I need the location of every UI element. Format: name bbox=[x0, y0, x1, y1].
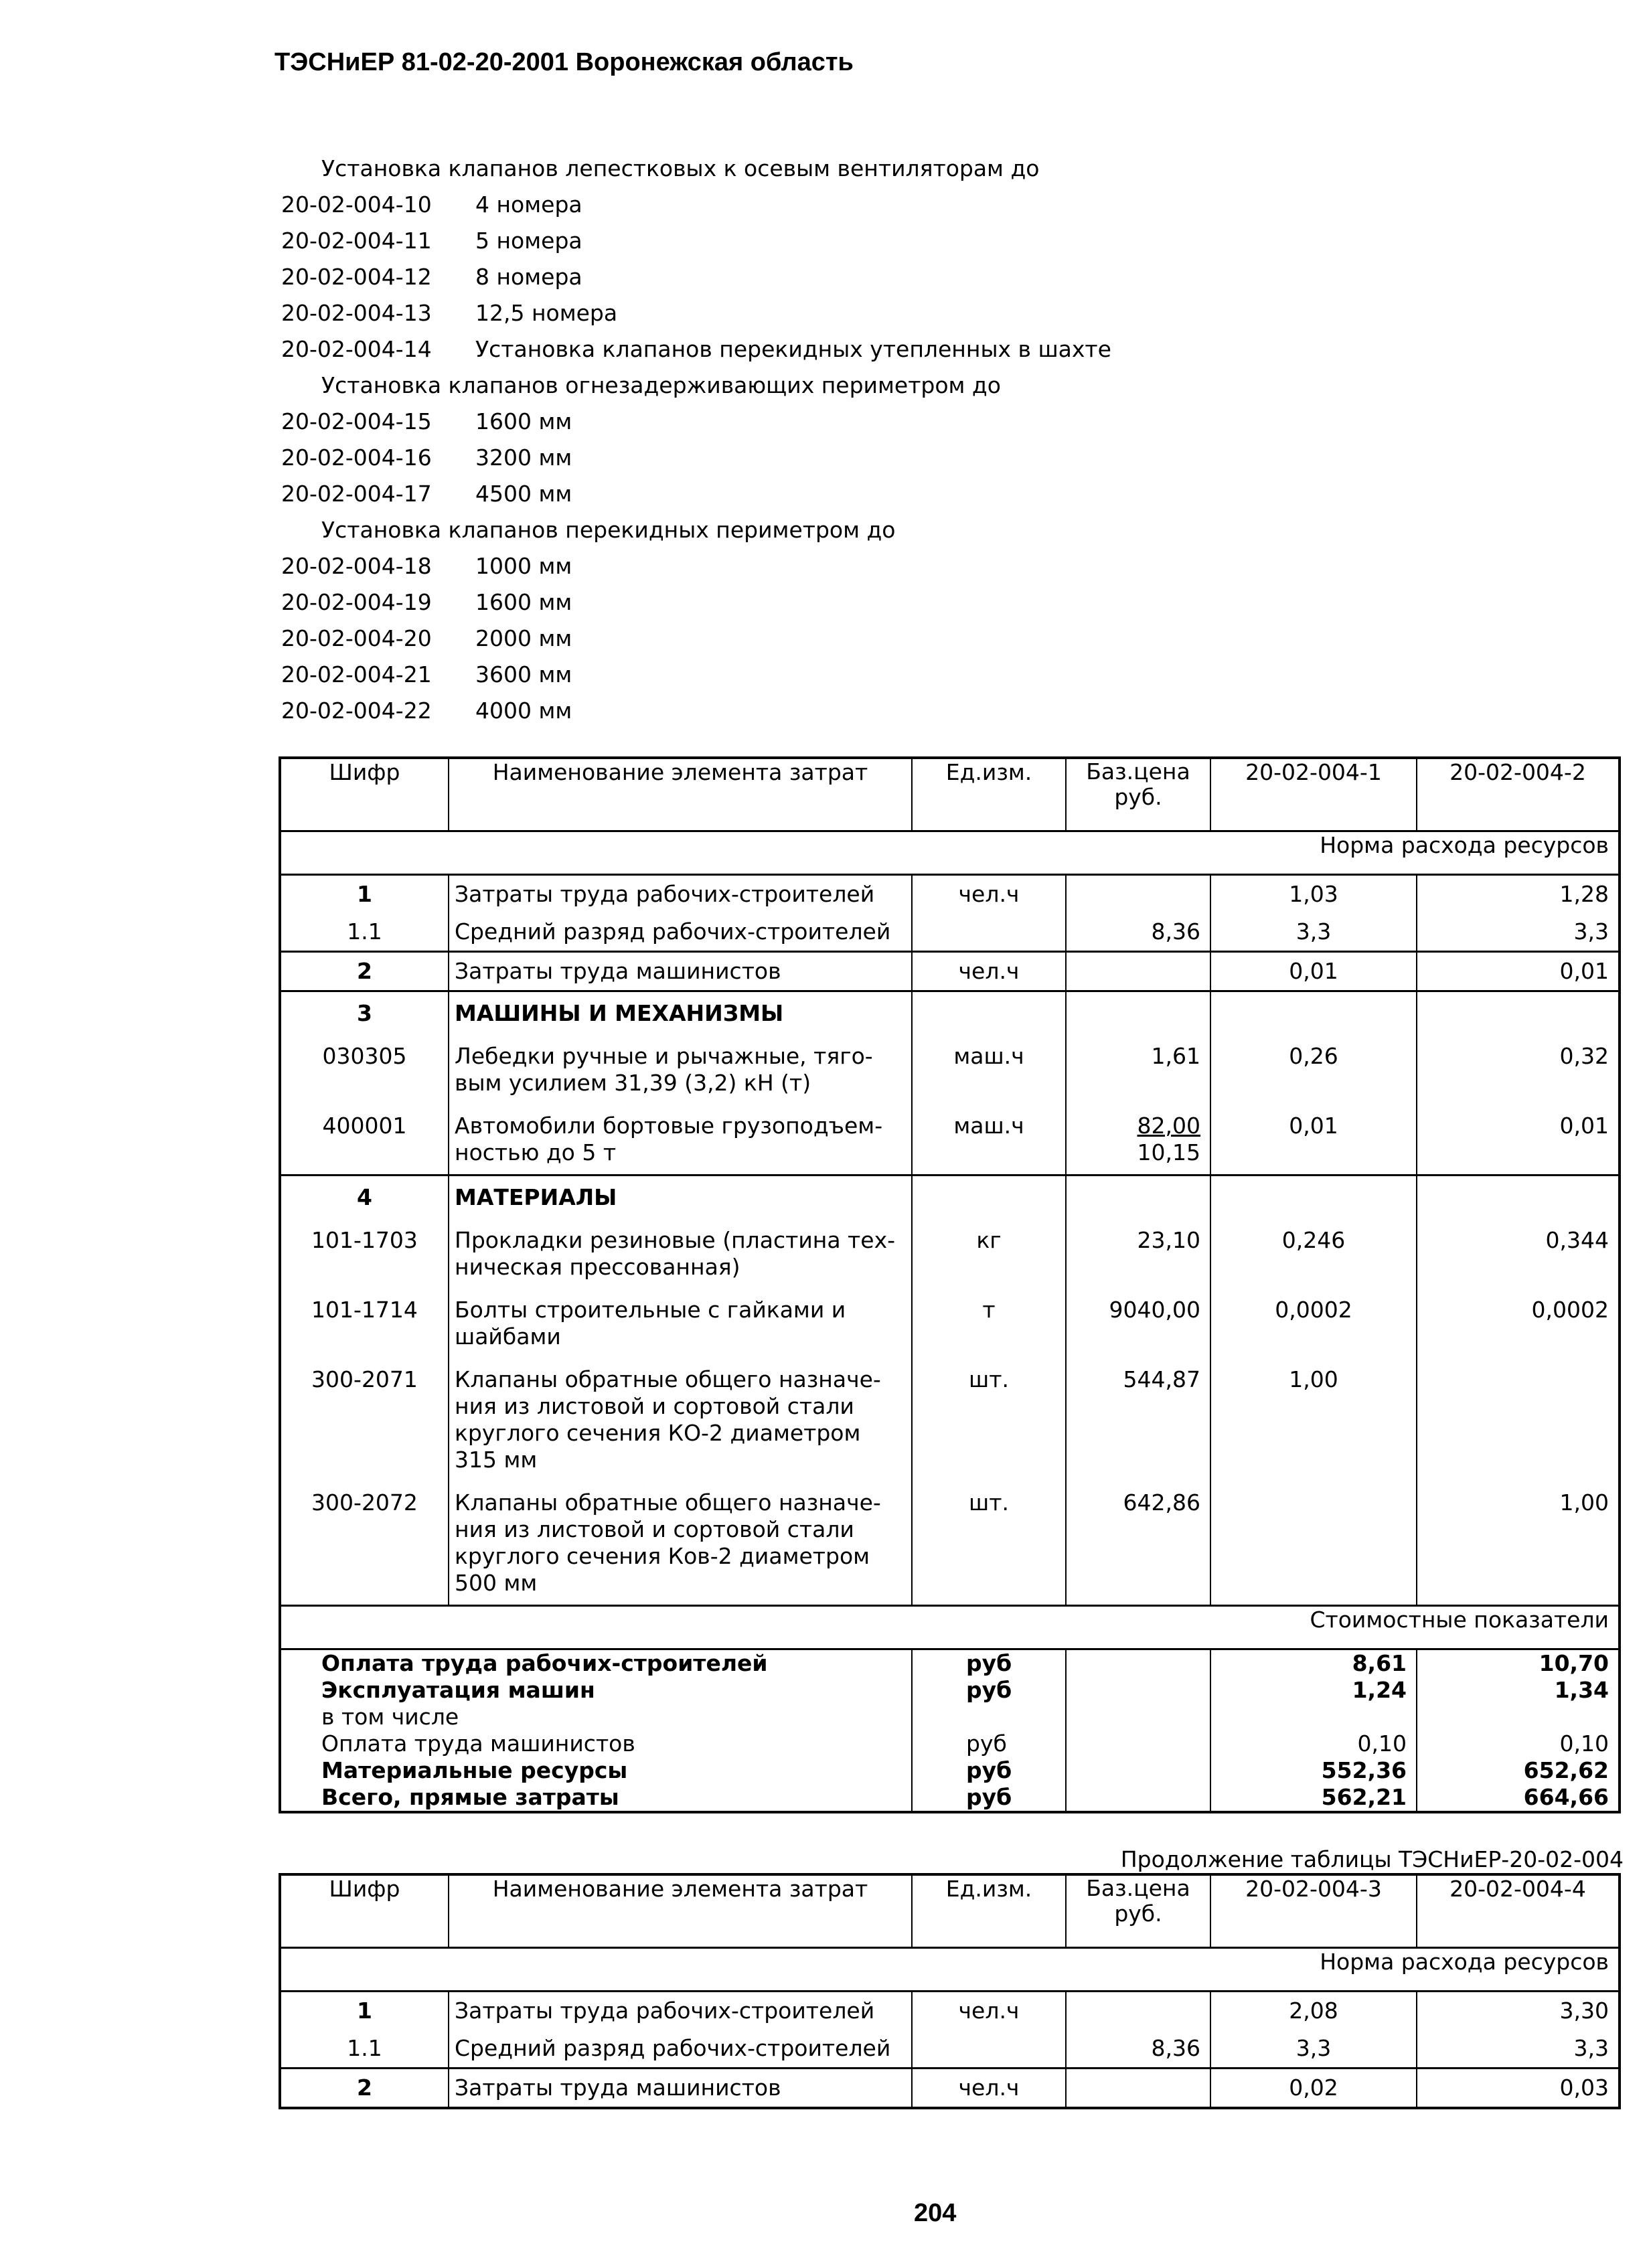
list-item-text: 3600 мм bbox=[475, 661, 572, 687]
col-header-norm-1: 20-02-004-3 bbox=[1210, 1874, 1417, 1948]
cost-value-1: 0,10 bbox=[1210, 1730, 1417, 1757]
row-code: 300-2071 bbox=[280, 1358, 449, 1481]
table-row bbox=[280, 1035, 1620, 1105]
row-name: Затраты труда рабочих-строителей bbox=[449, 1992, 912, 2030]
row-code: 101-1703 bbox=[280, 1219, 449, 1289]
col-header-name: Наименование элемента затрат bbox=[449, 1874, 912, 1948]
cost-row bbox=[280, 1649, 1620, 1678]
list-item-code: 20-02-004-18 bbox=[281, 553, 432, 579]
list-item-text: 1000 мм bbox=[475, 553, 572, 579]
row-norm-1 bbox=[1210, 991, 1417, 1036]
row-norm-1: 0,01 bbox=[1210, 952, 1417, 991]
norm-table-1 bbox=[279, 756, 1621, 1813]
row-norm-2: 3,3 bbox=[1417, 2030, 1620, 2069]
row-norm-1: 0,0002 bbox=[1210, 1289, 1417, 1358]
list-item-code: 20-02-004-17 bbox=[281, 481, 432, 507]
cost-price bbox=[1066, 1704, 1210, 1730]
row-price: 544,87 bbox=[1066, 1358, 1210, 1481]
cost-row bbox=[280, 1757, 1620, 1784]
list-item-text: 12,5 номера bbox=[475, 300, 618, 326]
row-unit: чел.ч bbox=[912, 952, 1066, 991]
table-row bbox=[280, 1176, 1620, 1220]
row-price bbox=[1066, 875, 1210, 914]
row-name: Автомобили бортовые грузоподъем- ностью до 5 т bbox=[449, 1105, 912, 1176]
row-price bbox=[1066, 1105, 1210, 1176]
cost-value-1 bbox=[1210, 1704, 1417, 1730]
list-item-code: 20-02-004-15 bbox=[281, 408, 432, 434]
cost-row bbox=[280, 1677, 1620, 1704]
row-price: 8,36 bbox=[1066, 913, 1210, 952]
row-norm-2 bbox=[1417, 1176, 1620, 1220]
document-title: ТЭСНиЕР 81-02-20-2001 Воронежская область bbox=[274, 48, 854, 76]
row-code: 1.1 bbox=[280, 2030, 449, 2069]
row-norm-1: 3,3 bbox=[1210, 2030, 1417, 2069]
row-norm-1: 0,246 bbox=[1210, 1219, 1417, 1289]
row-code: 2 bbox=[280, 2069, 449, 2109]
row-unit: маш.ч bbox=[912, 1035, 1066, 1105]
list-item-text: 4500 мм bbox=[475, 481, 572, 507]
row-code: 1 bbox=[280, 1992, 449, 2030]
row-price bbox=[1066, 1992, 1210, 2030]
row-price bbox=[1066, 2069, 1210, 2109]
row-unit: т bbox=[912, 1289, 1066, 1358]
row-norm-1: 0,02 bbox=[1210, 2069, 1417, 2109]
table-row bbox=[280, 1358, 1620, 1481]
row-name: Клапаны обратные общего назначе- ния из листовой и сортовой стали круглого сечения Ков-2 диаметром 500 мм bbox=[449, 1481, 912, 1606]
col-header-unit: Ед.изм. bbox=[912, 758, 1066, 831]
list-item-code: 20-02-004-22 bbox=[281, 698, 432, 724]
group-heading: Установка клапанов лепестковых к осевым вентиляторам до bbox=[321, 155, 1040, 181]
row-norm-1: 0,01 bbox=[1210, 1105, 1417, 1176]
row-norm-2: 1,28 bbox=[1417, 875, 1620, 914]
cost-name: Эксплуатация машин bbox=[280, 1677, 912, 1704]
table-row bbox=[280, 1289, 1620, 1358]
row-name: Затраты труда рабочих-строителей bbox=[449, 875, 912, 914]
cost-unit: руб bbox=[912, 1784, 1066, 1812]
row-code: 2 bbox=[280, 952, 449, 991]
col-header-price: Баз.цена руб. bbox=[1066, 758, 1210, 831]
cost-unit: руб bbox=[912, 1649, 1066, 1678]
row-norm-2: 0,01 bbox=[1417, 1105, 1620, 1176]
row-unit: шт. bbox=[912, 1358, 1066, 1481]
cost-value-1: 562,21 bbox=[1210, 1784, 1417, 1812]
row-norm-2: 0,0002 bbox=[1417, 1289, 1620, 1358]
col-header-norm-2: 20-02-004-2 bbox=[1417, 758, 1620, 831]
row-unit bbox=[912, 2030, 1066, 2069]
row-code: 030305 bbox=[280, 1035, 449, 1105]
cost-value-2: 652,62 bbox=[1417, 1757, 1620, 1784]
row-norm-1: 0,26 bbox=[1210, 1035, 1417, 1105]
list-item-code: 20-02-004-11 bbox=[281, 228, 432, 254]
col-header-price: Баз.цена руб. bbox=[1066, 1874, 1210, 1948]
cost-value-1: 8,61 bbox=[1210, 1649, 1417, 1678]
table-row bbox=[280, 952, 1620, 991]
table-row bbox=[280, 875, 1620, 914]
row-norm-1: 1,03 bbox=[1210, 875, 1417, 914]
table-header-row bbox=[280, 1874, 1620, 1948]
row-price: 642,86 bbox=[1066, 1481, 1210, 1606]
table-row bbox=[280, 991, 1620, 1036]
row-price: 23,10 bbox=[1066, 1219, 1210, 1289]
row-code: 1.1 bbox=[280, 913, 449, 952]
cost-label: Стоимостные показатели bbox=[280, 1606, 1620, 1649]
row-norm-1: 1,00 bbox=[1210, 1358, 1417, 1481]
cost-unit: руб bbox=[912, 1730, 1066, 1757]
row-norm-2: 0,32 bbox=[1417, 1035, 1620, 1105]
cost-value-2: 1,34 bbox=[1417, 1677, 1620, 1704]
cost-price bbox=[1066, 1730, 1210, 1757]
row-unit bbox=[912, 1176, 1066, 1220]
cost-price bbox=[1066, 1649, 1210, 1678]
row-price: 9040,00 bbox=[1066, 1289, 1210, 1358]
row-name: Лебедки ручные и рычажные, тяго- вым усилием 31,39 (3,2) кН (т) bbox=[449, 1035, 912, 1105]
table-row bbox=[280, 1219, 1620, 1289]
row-code: 4 bbox=[280, 1176, 449, 1220]
col-header-code: Шифр bbox=[280, 1874, 449, 1948]
norm-label: Норма расхода ресурсов bbox=[280, 1948, 1620, 1992]
cost-value-2 bbox=[1417, 1704, 1620, 1730]
row-norm-1: 2,08 bbox=[1210, 1992, 1417, 2030]
cost-value-1: 1,24 bbox=[1210, 1677, 1417, 1704]
row-code: 400001 bbox=[280, 1105, 449, 1176]
row-norm-2 bbox=[1417, 991, 1620, 1036]
row-norm-1 bbox=[1210, 1176, 1417, 1220]
list-item-text: 4 номера bbox=[475, 191, 582, 218]
cost-name: Всего, прямые затраты bbox=[280, 1784, 912, 1812]
row-unit: кг bbox=[912, 1219, 1066, 1289]
row-norm-2: 0,01 bbox=[1417, 952, 1620, 991]
list-item-text: 4000 мм bbox=[475, 698, 572, 724]
table-row bbox=[280, 913, 1620, 952]
cost-value-2: 0,10 bbox=[1417, 1730, 1620, 1757]
cost-name: Оплата труда машинистов bbox=[280, 1730, 912, 1757]
row-price: 1,61 bbox=[1066, 1035, 1210, 1105]
row-price bbox=[1066, 1176, 1210, 1220]
row-norm-2 bbox=[1417, 1358, 1620, 1481]
row-unit bbox=[912, 913, 1066, 952]
cost-unit: руб bbox=[912, 1677, 1066, 1704]
table-row bbox=[280, 1992, 1620, 2030]
norm-label-row bbox=[280, 831, 1620, 875]
row-norm-2: 3,3 bbox=[1417, 913, 1620, 952]
cost-name: в том числе bbox=[280, 1704, 912, 1730]
row-norm-2: 1,00 bbox=[1417, 1481, 1620, 1606]
cost-price bbox=[1066, 1784, 1210, 1812]
list-item-text: 3200 мм bbox=[475, 444, 572, 471]
row-norm-1: 3,3 bbox=[1210, 913, 1417, 952]
table-row bbox=[280, 2030, 1620, 2069]
cost-unit: руб bbox=[912, 1757, 1066, 1784]
row-name: Средний разряд рабочих-строителей bbox=[449, 2030, 912, 2069]
row-norm-2: 0,344 bbox=[1417, 1219, 1620, 1289]
row-unit: чел.ч bbox=[912, 875, 1066, 914]
row-norm-2: 3,30 bbox=[1417, 1992, 1620, 2030]
row-price-value: 82,00 bbox=[1137, 1113, 1200, 1139]
cost-label-row bbox=[280, 1606, 1620, 1649]
col-header-norm-2: 20-02-004-4 bbox=[1417, 1874, 1620, 1948]
row-code: 1 bbox=[280, 875, 449, 914]
row-norm-1 bbox=[1210, 1481, 1417, 1606]
table-header-row bbox=[280, 758, 1620, 831]
row-unit: маш.ч bbox=[912, 1105, 1066, 1176]
row-unit: чел.ч bbox=[912, 2069, 1066, 2109]
cost-price bbox=[1066, 1757, 1210, 1784]
cost-row bbox=[280, 1784, 1620, 1812]
col-header-code: Шифр bbox=[280, 758, 449, 831]
cost-value-2: 664,66 bbox=[1417, 1784, 1620, 1812]
cost-unit bbox=[912, 1704, 1066, 1730]
list-item-text: 2000 мм bbox=[475, 625, 572, 651]
row-name: Средний разряд рабочих-строителей bbox=[449, 913, 912, 952]
row-norm-2: 0,03 bbox=[1417, 2069, 1620, 2109]
row-name: МАТЕРИАЛЫ bbox=[449, 1176, 912, 1220]
list-item-code: 20-02-004-14 bbox=[281, 336, 432, 362]
table-row bbox=[280, 1105, 1620, 1176]
table-row bbox=[280, 1481, 1620, 1606]
list-item-text: 1600 мм bbox=[475, 589, 572, 615]
norm-label-row bbox=[280, 1948, 1620, 1992]
list-item-code: 20-02-004-20 bbox=[281, 625, 432, 651]
list-item-code: 20-02-004-10 bbox=[281, 191, 432, 218]
norm-table-2 bbox=[279, 1873, 1621, 2109]
col-header-name: Наименование элемента затрат bbox=[449, 758, 912, 831]
cost-name: Материальные ресурсы bbox=[280, 1757, 912, 1784]
row-name: Клапаны обратные общего назначе- ния из листовой и сортовой стали круглого сечения КО-2 диаметром 315 мм bbox=[449, 1358, 912, 1481]
cost-price bbox=[1066, 1677, 1210, 1704]
cost-value-2: 10,70 bbox=[1417, 1649, 1620, 1678]
row-price bbox=[1066, 991, 1210, 1036]
row-name: Затраты труда машинистов bbox=[449, 952, 912, 991]
list-item-code: 20-02-004-19 bbox=[281, 589, 432, 615]
list-item-text: 8 номера bbox=[475, 264, 582, 290]
row-unit bbox=[912, 991, 1066, 1036]
norm-label: Норма расхода ресурсов bbox=[280, 831, 1620, 875]
cost-row bbox=[280, 1704, 1620, 1730]
list-item-text: 5 номера bbox=[475, 228, 582, 254]
group-heading: Установка клапанов огнезадерживающих периметром до bbox=[321, 372, 1001, 398]
row-price: 8,36 bbox=[1066, 2030, 1210, 2069]
row-code: 300-2072 bbox=[280, 1481, 449, 1606]
row-name: Затраты труда машинистов bbox=[449, 2069, 912, 2109]
cost-row bbox=[280, 1730, 1620, 1757]
row-name: Болты строительные с гайками и шайбами bbox=[449, 1289, 912, 1358]
cost-name: Оплата труда рабочих-строителей bbox=[280, 1649, 912, 1678]
row-code: 3 bbox=[280, 991, 449, 1036]
list-item-code: 20-02-004-13 bbox=[281, 300, 432, 326]
list-item-code: 20-02-004-21 bbox=[281, 661, 432, 687]
col-header-norm-1: 20-02-004-1 bbox=[1210, 758, 1417, 831]
row-unit: шт. bbox=[912, 1481, 1066, 1606]
list-item-code: 20-02-004-12 bbox=[281, 264, 432, 290]
row-name: МАШИНЫ И МЕХАНИЗМЫ bbox=[449, 991, 912, 1036]
cost-value-1: 552,36 bbox=[1210, 1757, 1417, 1784]
row-price bbox=[1066, 952, 1210, 991]
list-item-text: 1600 мм bbox=[475, 408, 572, 434]
continuation-caption: Продолжение таблицы ТЭСНиЕР-20-02-004 bbox=[1120, 1846, 1624, 1872]
list-item-text: Установка клапанов перекидных утепленных в шахте bbox=[475, 336, 1111, 362]
list-item-code: 20-02-004-16 bbox=[281, 444, 432, 471]
row-unit: чел.ч bbox=[912, 1992, 1066, 2030]
row-price-value-2: 10,15 bbox=[1137, 1139, 1200, 1165]
col-header-unit: Ед.изм. bbox=[912, 1874, 1066, 1948]
row-name: Прокладки резиновые (пластина тех- ническая прессованная) bbox=[449, 1219, 912, 1289]
page-number: 204 bbox=[914, 2199, 957, 2227]
row-code: 101-1714 bbox=[280, 1289, 449, 1358]
table-row bbox=[280, 2069, 1620, 2109]
group-heading: Установка клапанов перекидных периметром до bbox=[321, 517, 896, 543]
